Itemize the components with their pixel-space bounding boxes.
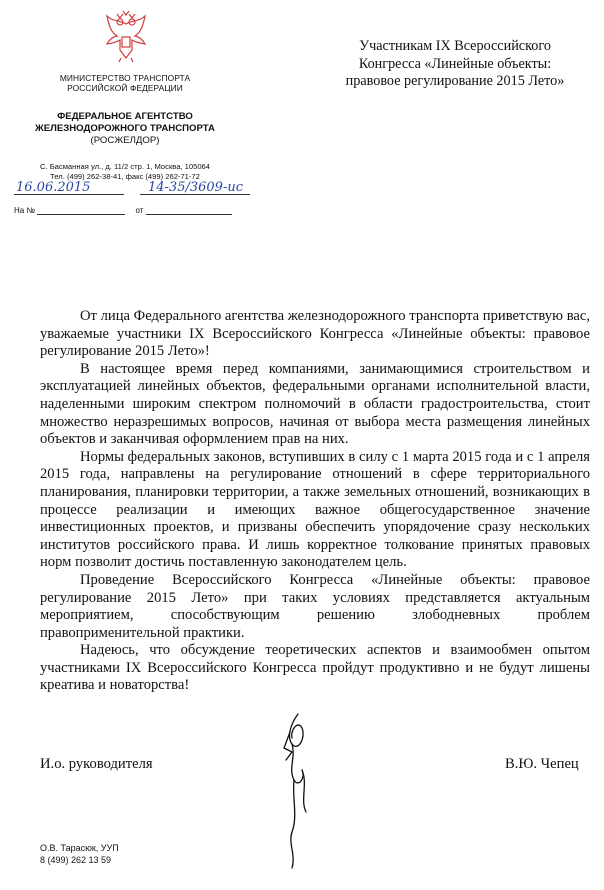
executor-name: О.В. Тарасюк, УУП: [40, 843, 119, 853]
ref-number-label: На №: [14, 206, 36, 215]
handwritten-number: 14-35/3609-ис: [148, 180, 243, 195]
addressee-line-3: правовое регулирование 2015 Лето»: [345, 73, 565, 89]
ministry-name: [10, 73, 240, 93]
signatory-name: В.Ю. Чепец: [505, 756, 579, 772]
signatory-position: И.о. руководителя: [40, 756, 153, 772]
ministry-line-1: МИНИСТЕРСТВО ТРАНСПОРТА: [59, 73, 191, 83]
paragraph-greeting: От лица Федерального агентства железнодорожного транспорта приветствую вас, уважаемые участники IX Всероссийского Конгресса «Линейные объекты: правовое регулирование 2015 Лето»!: [40, 308, 590, 360]
paragraph-wishes: Надеюсь, что обсуждение теоретических аспектов и взаимообмен опытом участниками IX Всероссийского Конгресса пройдут продуктивно и не будут лишены креатива и новаторства!: [40, 642, 590, 694]
addressee-line-2: Конгресса «Линейные объекты:: [358, 55, 552, 72]
paragraph-congress: Проведение Всероссийского Конгресса «Линейные объекты: правовое регулирование 2015 Лето» при таких условиях представляется актуальным мероприятием, способствующим решению злободневных проблем правоприменительной практики.: [40, 571, 590, 641]
addressee-line-1: Участникам IX Всероссийского: [359, 38, 551, 54]
handwritten-date: 16.06.2015: [16, 180, 91, 195]
addressee-block: [320, 38, 590, 91]
executor-info: [40, 842, 119, 866]
agency-short-name: (РОСЖЕЛДОР): [90, 135, 160, 146]
executor-phone: 8 (499) 262 13 59: [40, 855, 112, 865]
ref-number-blank: [37, 205, 125, 215]
ref-from-label: от: [135, 206, 144, 215]
agency-line-2: ЖЕЛЕЗНОДОРОЖНОГО ТРАНСПОРТА: [35, 123, 215, 134]
ref-date-blank: [146, 205, 232, 215]
reference-line: [14, 205, 232, 215]
agency-address: [10, 162, 240, 181]
ministry-line-2: РОССИЙСКОЙ ФЕДЕРАЦИИ: [67, 83, 183, 93]
coat-of-arms-emblem-icon: [103, 10, 149, 64]
paragraph-problems: В настоящее время перед компаниями, занимающимися строительством и эксплуатацией линейных объектов, федеральными органами исполнительной власти, наделенными широким спектром полномочий в области градостроительства, стоит множество неразрешимых вопросов, начиная от выбора места размещения линейных объектов и заканчивая оформлением прав на них.: [40, 360, 590, 448]
address-line: С. Басманная ул., д. 11/2 стр. 1, Москва, 105064: [40, 162, 210, 171]
agency-line-1: ФЕДЕРАЛЬНОЕ АГЕНТСТВО: [57, 111, 193, 122]
phones-line: Тел. (499) 262-38-41, факс (499) 262-71-72: [50, 171, 200, 181]
agency-name: [10, 111, 240, 135]
paragraph-laws: Нормы федеральных законов, вступивших в силу с 1 марта 2015 года и с 1 апреля 2015 года, направлены на регулирование отношений в сфере территориального планирования, планировки территории, а также земельных отношений, возникающих в процессе реализации и имеющих важное общегосударственное значение инвестиционных проектов, и призваны обеспечить упорядочение сразу нескольких институтов российского права. И лишь корректное толкование принятых правовых норм позволит достичь поставленную законодателем цель.: [40, 448, 590, 571]
letter-body: [40, 308, 590, 695]
handwritten-signature-icon: [262, 708, 332, 876]
